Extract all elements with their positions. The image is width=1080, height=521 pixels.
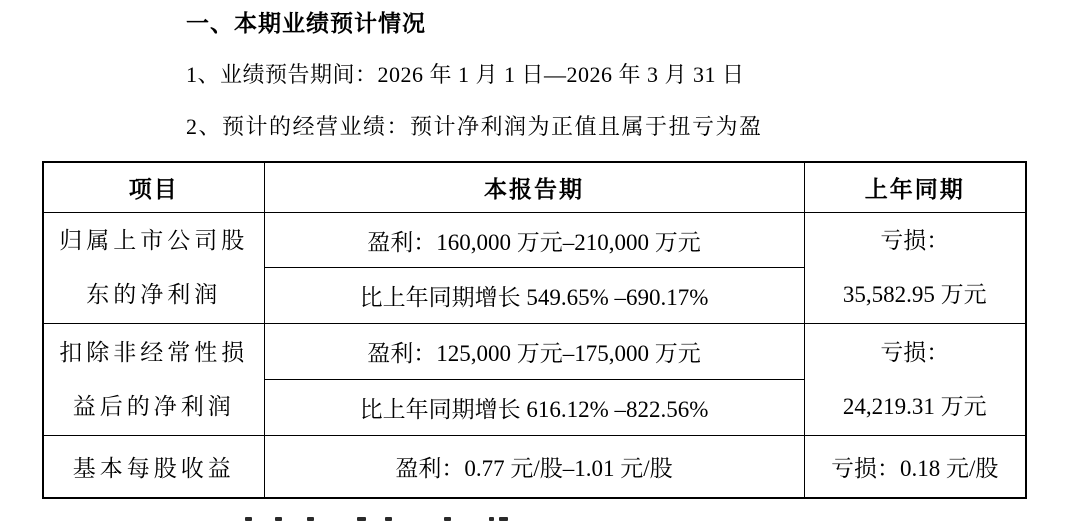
prior-eps-loss: 亏损：0.18 元/股 [804, 436, 1026, 499]
loss-label: 亏损： [880, 228, 950, 253]
table-row [43, 213, 1026, 268]
current-growth-range: 比上年同期增长 549.65% –690.17% [264, 268, 804, 324]
header-prior-period: 上年同期 [804, 162, 1026, 213]
header-current-period: 本报告期 [264, 162, 804, 213]
table-header-row [43, 162, 1026, 213]
loss-value: 35,582.95 万元 [842, 282, 987, 307]
current-profit-range: 盈利：125,000 万元–175,000 万元 [264, 324, 804, 380]
loss-label: 亏损： [880, 339, 950, 365]
item-line: 益后的净利润 [72, 393, 235, 419]
forecast-period-paragraph: 1、业绩预告期间：2026 年 1 月 1 日—2026 年 3 月 31 日 [186, 62, 745, 87]
section-heading: 一、本期业绩预计情况 [186, 11, 426, 36]
item-line: 扣除非经常性损 [59, 339, 249, 365]
expected-results-paragraph: 2、预计的经营业绩：预计净利润为正值且属于扭亏为盈 [186, 114, 763, 139]
prior-period-loss [804, 213, 1026, 324]
item-line: 归属上市公司股 [59, 228, 249, 253]
current-growth-range: 比上年同期增长 616.12% –822.56% [264, 380, 804, 436]
current-profit-range: 盈利：160,000 万元–210,000 万元 [264, 213, 804, 268]
item-net-profit-attributable [43, 213, 264, 324]
table-row [43, 324, 1026, 380]
item-basic-eps: 基本每股收益 [43, 436, 264, 499]
loss-value: 24,219.31 万元 [842, 393, 987, 419]
item-line: 东的净利润 [86, 282, 222, 307]
table-row-eps [43, 436, 1026, 499]
cut-off-text-fragments [0, 516, 1080, 521]
performance-forecast-table [42, 161, 1027, 499]
current-eps-range: 盈利：0.77 元/股–1.01 元/股 [264, 436, 804, 499]
prior-period-loss [804, 324, 1026, 436]
header-item: 项目 [43, 162, 264, 213]
item-net-profit-excluding-nonrecurring [43, 324, 264, 436]
